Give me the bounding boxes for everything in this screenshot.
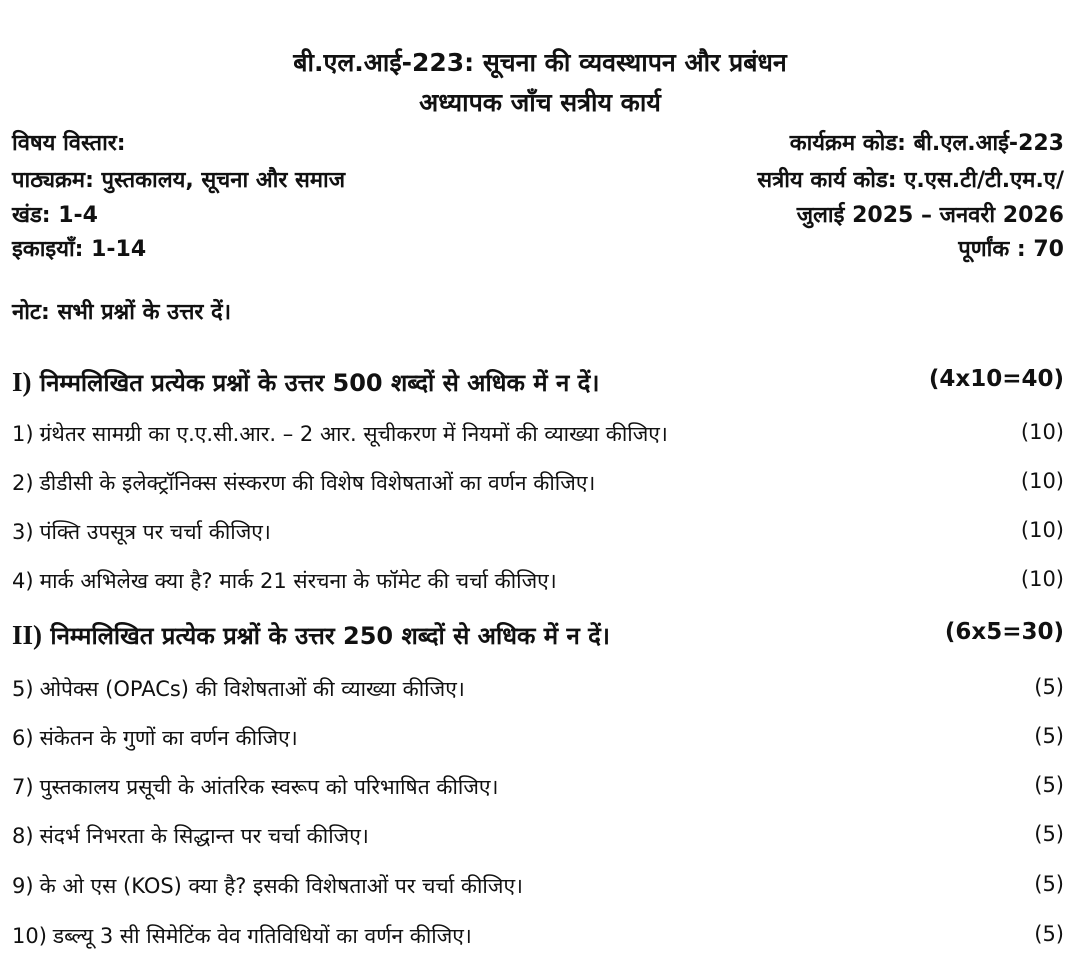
section-number: II) (12, 620, 43, 650)
question-number: 4) (12, 569, 34, 593)
question-marks: (10) (1020, 518, 1064, 542)
question-marks: (5) (1034, 822, 1064, 846)
question-marks: (10) (1020, 469, 1064, 493)
section-marks: (4x10=40) (928, 366, 1064, 392)
question-number: 3) (12, 520, 34, 544)
subject-scope: विषय विस्तार: (12, 131, 126, 156)
question-marks: (5) (1034, 724, 1064, 748)
session-period: जुलाई 2025 – जनवरी 2026 (796, 203, 1064, 228)
question-item (12, 822, 1064, 852)
question-text: पुस्तकालय प्रसूची के आंतरिक स्वरूप को परिभाषित कीजिए। (39, 775, 499, 799)
section-instruction: निम्मलिखित प्रत्येक प्रश्नों के उत्तर 500 शब्दों से अधिक में न दें। (39, 369, 600, 397)
question-item (12, 675, 1064, 705)
instruction-note: नोट: सभी प्रश्नों के उत्तर दें। (12, 300, 232, 325)
question-text: संदर्भ निभरता के सिद्धान्त पर चर्चा कीजिए। (39, 824, 369, 848)
question-item (12, 518, 1064, 548)
question-marks: (5) (1034, 872, 1064, 896)
program-code: कार्यक्रम कोड: बी.एल.आई-223 (789, 131, 1064, 156)
section-heading (12, 366, 1064, 400)
question-text: ओपेक्स (OPACs) की विशेषताओं की व्याख्या कीजिए। (39, 677, 465, 701)
question-number: 6) (12, 726, 34, 750)
document-subtitle: अध्यापक जाँच सत्रीय कार्य (419, 88, 661, 117)
unit-range: इकाइयाँ: 1-14 (12, 237, 147, 262)
question-text: डीडीसी के इलेक्ट्रॉनिक्स संस्करण की विशेष विशेषताओं का वर्णन कीजिए। (39, 471, 596, 495)
maximum-marks: पूर्णांक : 70 (958, 237, 1064, 262)
question-marks: (5) (1034, 773, 1064, 797)
question-text: मार्क अभिलेख क्या है? मार्क 21 संरचना के फॉमेट की चर्चा कीजिए। (39, 569, 557, 593)
section-heading (12, 619, 1064, 653)
question-number: 7) (12, 775, 34, 799)
question-number: 2) (12, 471, 34, 495)
question-number: 8) (12, 824, 34, 848)
question-item (12, 773, 1064, 803)
question-marks: (10) (1020, 420, 1064, 444)
question-number: 9) (12, 874, 34, 898)
section-instruction: निम्मलिखित प्रत्येक प्रश्नों के उत्तर 250 शब्दों से अधिक में न दें। (50, 622, 611, 650)
question-item (12, 420, 1064, 450)
question-number: 5) (12, 677, 34, 701)
question-text: ग्रंथेतर सामग्री का ए.ए.सी.आर. – 2 आर. सूचीकरण में नियमों की व्याख्या कीजिए। (39, 422, 668, 446)
question-text: के ओ एस (KOS) क्या है? इसकी विशेषताओं पर चर्चा कीजिए। (39, 874, 524, 898)
question-number: 10) (12, 924, 47, 948)
question-text: पंक्ति उपसूत्र पर चर्चा कीजिए। (39, 520, 271, 544)
question-item (12, 567, 1064, 597)
question-marks: (5) (1034, 675, 1064, 699)
assignment-code: सत्रीय कार्य कोड: ए.एस.टी/टी.एम.ए/ (757, 168, 1064, 193)
question-number: 1) (12, 422, 34, 446)
block-range: खंड: 1-4 (12, 203, 98, 228)
question-item (12, 724, 1064, 754)
question-marks: (10) (1020, 567, 1064, 591)
question-text: डब्ल्यू 3 सी सिमेटिंक वेव गतिविधियों का वर्णन कीजिए। (52, 924, 472, 948)
question-text: संकेतन के गुणों का वर्णन कीजिए। (39, 726, 298, 750)
section-marks: (6x5=30) (944, 619, 1064, 645)
question-marks: (5) (1034, 922, 1064, 946)
question-item (12, 469, 1064, 499)
question-item (12, 872, 1064, 902)
course-name: पाठ्यक्रम: पुस्तकालय, सूचना और समाज (12, 168, 346, 193)
question-item (12, 922, 1064, 952)
section-number: I) (12, 367, 32, 397)
document-title: बी.एल.आई-223: सूचना की व्यवस्थापन और प्रबंधन (293, 48, 787, 77)
